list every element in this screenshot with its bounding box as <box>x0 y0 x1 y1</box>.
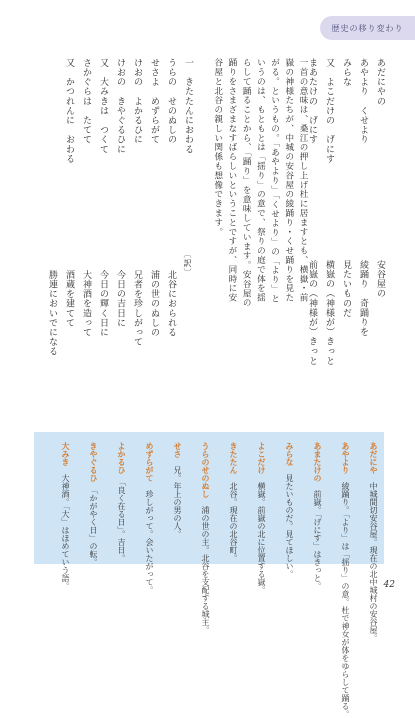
poem-line: あやより くせより <box>358 58 368 145</box>
note-item: あだにや 中城間切安谷屋。現在の北中城村の安谷屋。 <box>369 442 378 642</box>
poem-translation-line: 今日の輝く日に <box>98 270 108 338</box>
poem-line: さかぐらは たてて <box>81 58 91 145</box>
poem-line: みらな <box>341 58 351 87</box>
poem-translation-line: 今日の吉日に <box>115 270 125 328</box>
note-item: せさ 兄。年上の男の人。 <box>173 442 182 538</box>
poem-line: せさよ めずらがて <box>149 58 159 145</box>
note-item: きやぐるひ 「かがやく日」の転。 <box>89 442 98 566</box>
section-title: 歴史の移り変わり <box>331 23 404 33</box>
glossary-notes-box <box>34 432 384 718</box>
poem-line: 又 よこだけの げにす <box>324 58 334 164</box>
page-number: 42 <box>383 580 395 590</box>
note-item: あやより 綾踊り。「より」は「揺り」の意。杜で神女が体をゆらして踊る。 <box>341 442 350 718</box>
poem-translation-line: 見たいものだ <box>341 260 351 318</box>
note-item: よかるひ 「良く在る日」。吉日。 <box>117 442 126 562</box>
note-item: めずらがて 珍しがって。会いたがって。 <box>145 442 154 594</box>
note-item: みらな 見たいものだ。見てほしい。 <box>285 442 294 578</box>
poem-translation-line: 大神酒を造って <box>81 270 91 338</box>
note-item: あまたけの 前嶽。「げにす」はきっと。 <box>313 442 322 590</box>
poem-translation-line: 北谷におられる <box>166 270 176 338</box>
poem-line: 一 きたたんにおわる <box>183 58 193 154</box>
poem-line: けおの きやぐるひに <box>115 58 125 154</box>
translation-heading: 〔訳〕 <box>183 250 192 277</box>
poem-translation-line: 綾踊り 奇踊りを <box>358 260 368 337</box>
poem-line: 又 大みきは つくて <box>98 58 108 154</box>
poem-line: あだにやの <box>375 58 385 106</box>
poem-line: うらの せのぬしの <box>166 58 176 145</box>
poem-translation-line: 勝連においでになる <box>47 270 57 357</box>
poem-translation-line: 浦の世のぬしの <box>149 270 159 338</box>
section-header-tab <box>320 16 415 40</box>
poem-line: まあたけの げにす <box>307 58 317 145</box>
note-item: 大みき 大神酒。「大」はほめていう語。 <box>61 442 70 590</box>
poem-translation-line: 安谷屋の <box>375 260 385 299</box>
poem-line: けおの よかるひに <box>132 58 142 145</box>
note-item: うらのせのぬし 浦の世の主。北谷を支配する城主。 <box>201 442 210 634</box>
note-item: よこだけ 横嶽。前嶽の北に位置する嶽。 <box>257 442 266 594</box>
note-item: きたたん 北谷。現在の北谷町。 <box>229 442 238 562</box>
poem-line: 又 かつれんに おわる <box>64 58 74 164</box>
poem-translation-line: 横嶽の（神様が）きっと <box>324 260 334 366</box>
poem-translation-line: 兄者を珍しがって <box>132 270 142 347</box>
poem-translation-line: 前嶽の（神様が）きっと <box>307 260 317 366</box>
prose-paragraph: 一首の意味は、桑江の押し上げ杜に居ますとも、横嶽・前嶽の神様たちが、中城の安谷屋の綾踊り・くせ踊りを見たがる。というもの。「あやより」「くせより」の「より」というのは、もともとは「揺り」の意で、祭りの庭で体を揺らして踊ることから、「踊り」を意味しています。安谷屋の踊りをさまざまなすばらしいということですが、同時に安谷屋と北谷の親しい関係も想像できます。 <box>212 58 308 308</box>
poem-translation-line: 酒蔵を建てて <box>64 270 74 328</box>
